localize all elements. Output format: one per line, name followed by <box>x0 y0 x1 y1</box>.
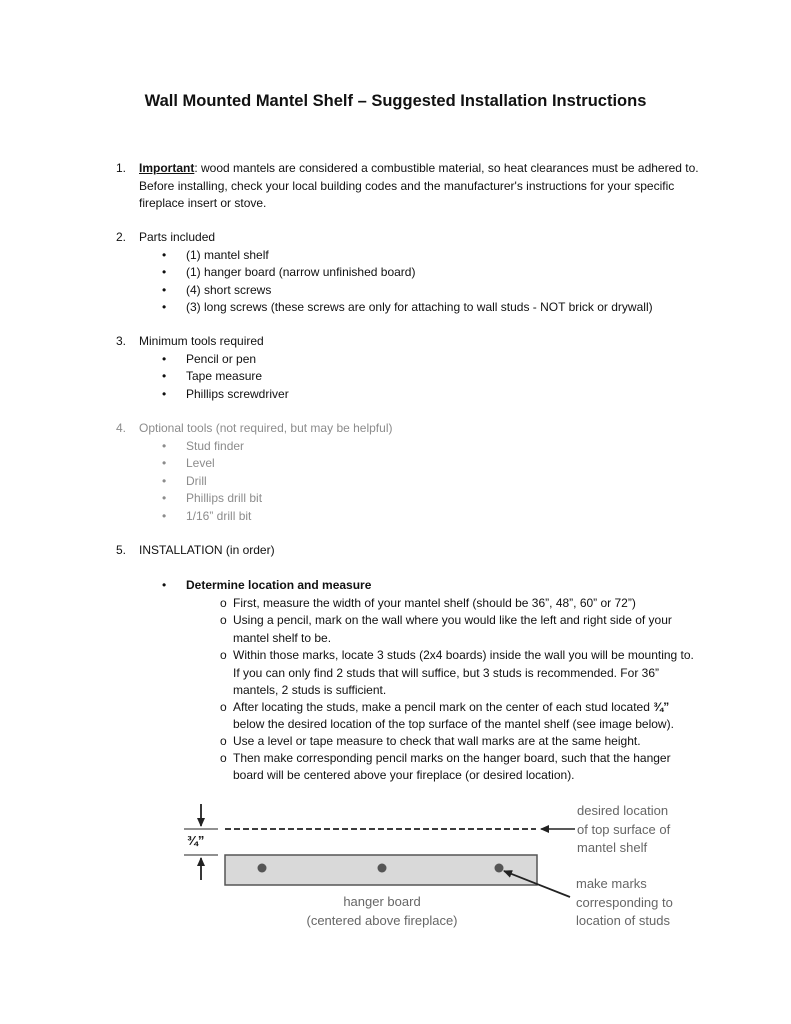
top-surface-label <box>577 802 670 858</box>
bullet: • <box>162 369 167 383</box>
sub-bullet: o <box>220 700 227 714</box>
optional-tool-item: Stud finder <box>186 438 245 453</box>
step-line-text: After locating the studs, make a pencil mark on the center of each stud located <box>233 700 654 714</box>
page-title: Wall Mounted Mantel Shelf – Suggested Installation Instructions <box>144 92 647 110</box>
bullet: • <box>162 386 167 401</box>
bullet: • <box>162 438 167 453</box>
marks-label <box>576 875 673 931</box>
step-line: Using a pencil, mark on the wall where you would like the left and right side of your <box>233 613 672 627</box>
sub-bullet: o <box>220 751 227 765</box>
section-2-number: 2. <box>116 230 127 244</box>
stud-mark <box>378 864 387 873</box>
label-line: location of studs <box>576 913 670 928</box>
section-1-line-3: fireplace insert or stove. <box>139 196 267 210</box>
bullet: • <box>162 351 167 366</box>
important-label: Important <box>139 161 195 175</box>
label-line: of top surface of <box>577 821 671 837</box>
bullet: • <box>162 247 167 262</box>
sub-bullet: o <box>220 613 227 627</box>
step-line: First, measure the width of your mantel shelf (should be 36”, 48”, 60” or 72”) <box>233 595 636 610</box>
section-4-number: 4. <box>116 421 127 435</box>
part-item: (3) long screws (these screws are only for attaching to wall studs - NOT brick or drywall) <box>186 300 653 314</box>
step-line: Within those marks, locate 3 studs (2x4 boards) inside the wall you will be mounting to. <box>233 648 694 662</box>
section-1-number: 1. <box>116 161 127 175</box>
label-line: mantel shelf <box>577 840 648 855</box>
optional-tool-item: Level <box>186 456 215 470</box>
part-item: (1) mantel shelf <box>186 247 269 262</box>
step-line: Then make corresponding pencil marks on the hanger board, such that the hanger <box>233 751 671 765</box>
bullet: • <box>162 491 167 505</box>
hanger-board-label <box>282 893 482 930</box>
measure-label: ¾” <box>187 833 205 848</box>
bullet: • <box>162 300 167 314</box>
section-5-number: 5. <box>116 543 127 557</box>
sub-bullet: o <box>220 648 227 662</box>
step-title: Determine location and measure <box>186 578 372 592</box>
sub-bullet: o <box>220 734 227 748</box>
label-line: hanger board <box>343 894 421 909</box>
section-1-line-2: Before installing, check your local building codes and the manufacturer's instructions for your specific <box>139 178 675 193</box>
part-item: (4) short screws <box>186 282 272 297</box>
step-line: Use a level or tape measure to check that wall marks are at the same height. <box>233 734 641 748</box>
stud-mark <box>495 864 504 873</box>
section-2-heading: Parts included <box>139 230 216 244</box>
bullet: • <box>162 456 167 470</box>
tool-item: Pencil or pen <box>186 351 257 366</box>
bullet: • <box>162 265 167 279</box>
section-3-heading: Minimum tools required <box>139 334 264 348</box>
section-5-heading: INSTALLATION (in order) <box>139 543 275 557</box>
step-line: below the desired location of the top surface of the mantel shelf (see image below). <box>233 717 674 731</box>
label-line: make marks <box>576 876 647 891</box>
optional-tool-item: Drill <box>186 473 207 488</box>
section-4-heading: Optional tools (not required, but may be helpful) <box>139 421 393 435</box>
bullet: • <box>162 473 167 488</box>
stud-mark <box>258 864 267 873</box>
step-line: mantel shelf to be. <box>233 630 332 645</box>
bullet: • <box>162 578 167 592</box>
step-line: board will be centered above your fireplace (or desired location). <box>233 768 575 782</box>
bullet: • <box>162 282 167 297</box>
label-line: (centered above fireplace) <box>306 912 458 928</box>
optional-tool-item: Phillips drill bit <box>186 491 263 505</box>
section-3-number: 3. <box>116 334 127 348</box>
step-line: If you can only find 2 studs that will suffice, but 3 studs is recommended. For 36” <box>233 665 659 680</box>
label-line: desired location <box>577 803 669 818</box>
tool-item: Phillips screwdriver <box>186 386 289 401</box>
step-line: mantels, 2 studs is sufficient. <box>233 683 387 697</box>
label-line: corresponding to <box>576 894 673 910</box>
optional-tool-item: 1/16” drill bit <box>186 508 252 523</box>
tool-item: Tape measure <box>186 369 263 383</box>
three-quarter-inch-value: ¾” <box>653 700 670 714</box>
sub-bullet: o <box>220 595 227 610</box>
part-item: (1) hanger board (narrow unfinished board) <box>186 265 416 279</box>
section-1-line-1-rest: : wood mantels are considered a combustible material, so heat clearances must be adhered to. <box>194 161 699 175</box>
bullet: • <box>162 508 167 523</box>
